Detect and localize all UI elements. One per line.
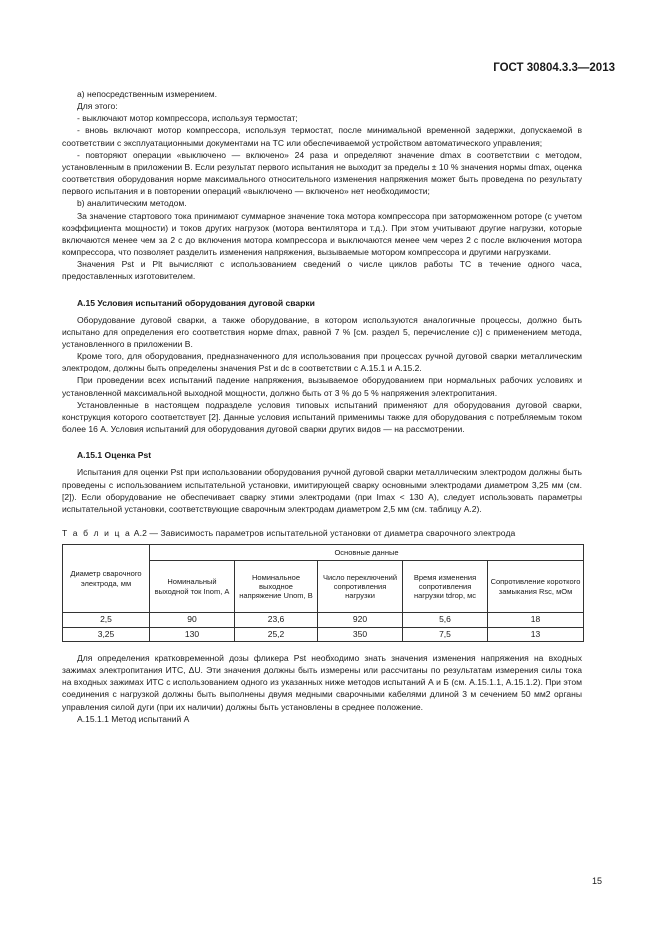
paragraph: Кроме того, для оборудования, предназначенного для использования при процессах ручной дуговой сварки металлическим электродом, должны быть определены значения Pst и dc в соответствии с А.15.1 и А.15.2. bbox=[62, 351, 582, 374]
page-number: 15 bbox=[591, 876, 602, 886]
table-cell: 23,6 bbox=[235, 613, 318, 627]
table-group-header: Основные данные bbox=[150, 545, 584, 561]
table-header-diameter: Диаметр сварочного электрода, мм bbox=[63, 545, 150, 613]
table-cell: 13 bbox=[488, 627, 584, 641]
section-heading-a151: А.15.1 Оценка Pst bbox=[77, 450, 152, 461]
paragraph: - вновь включают мотор компрессора, используя термостат, после минимальной временной задержки, допускаемой в соответствии с эксплуатационными документами на ТС или обеспечиваемой устройством автоматического управления; bbox=[62, 125, 582, 148]
table-cell: 5,6 bbox=[403, 613, 488, 627]
paragraph: - выключают мотор компрессора, используя термостат; bbox=[77, 113, 298, 124]
paragraph: b) аналитическим методом. bbox=[77, 198, 187, 209]
table-header-cell: Номинальный выходной ток Inom, А bbox=[150, 561, 235, 613]
paragraph: Испытания для оценки Pst при использовании оборудования ручной дуговой сварки металлическим электродом должны быть проведены с использованием испытательной установки, имитирующей сварку основными электродами диаметром 3,25 мм (см. [2]). Если оборудование не обеспечивает сварку этими электродами (при Imax < 130 А), следует использовать параметры испытательной установки, соответствующие сварочным электродам диаметром 2,5 мм (см. таблицу А.2). bbox=[62, 467, 582, 514]
table-cell: 25,2 bbox=[235, 627, 318, 641]
standard-header: ГОСТ 30804.3.3—2013 bbox=[493, 62, 615, 74]
table-caption-text: А.2 — Зависимость параметров испытательной установки от диаметра сварочного электрода bbox=[131, 528, 516, 538]
paragraph: Для этого: bbox=[77, 101, 118, 112]
paragraph: Установленные в настоящем подразделе условия типовых испытаний применяют для оборудования дуговой сварки, конструкция которого соответствует [2]. Данные условия испытаний применимы также для оборудования с потребляемым током более 16 А. Условия испытаний для оборудования дуговой сварки других видов — на рассмотрении. bbox=[62, 399, 582, 435]
table-row bbox=[63, 613, 584, 627]
table-header-cell: Число переключений сопротивления нагрузки bbox=[318, 561, 403, 613]
table-caption-label: Т а б л и ц а bbox=[62, 528, 132, 538]
table-cell: 350 bbox=[318, 627, 403, 641]
table-cell: 2,5 bbox=[63, 613, 150, 627]
paragraph: Значения Pst и Plt вычисляют с использованием сведений о числе циклов работы ТС в течение одного часа, предоставленных изготовителем. bbox=[62, 259, 582, 282]
paragraph: За значение стартового тока принимают суммарное значение тока мотора компрессора при заторможенном роторе (с учетом коэффициента мощности) и токов других нагрузок (мотора вентилятора и т.д.). При этом учитывают другие нагрузки, которые включаются менее чем за 2 с до включения мотора компрессора и выключаются менее чем через 2 с после включения мотора компрессора, что позволяет разделить изменения напряжения, вызываемые мотором компрессора и другими нагрузками. bbox=[62, 210, 582, 258]
table-cell: 90 bbox=[150, 613, 235, 627]
table-row bbox=[63, 627, 584, 641]
paragraph: При проведении всех испытаний падение напряжения, вызываемое оборудованием при нормальных рабочих условиях и установленной максимальной выходной мощности, должно быть от 3 % до 5 % напряжения электропитания. bbox=[62, 375, 582, 398]
paragraph: - повторяют операции «выключено — включено» 24 раза и определяют значение dmax в соответствии с методом, установленным в приложении В. Если результат первого испытания не выходит за пределы ± 10 % значения нормы dmax, оценка соответствия оборудования норме максимального относительного изменения напряжения может быть проведена по результату первого испытания и в повторении операций «выключено — включено» нет необходимости; bbox=[62, 149, 582, 197]
table-cell: 920 bbox=[318, 613, 403, 627]
table-header-cell: Номинальное выходное напряжение Unom, В bbox=[235, 561, 318, 613]
table-header-cell: Время изменения сопротивления нагрузки tdrop, мс bbox=[403, 561, 488, 613]
paragraph: Для определения кратковременной дозы фликера Pst необходимо знать значения изменения напряжения на входных зажимах электропитания ИТС, ΔU. Эти значения должны быть измерены или рассчитаны по результатам измерения силы тока на входных зажимах ИТС с использованием одного из указанных ниже методов испытаний А и Б (см. А.15.1.1, А.15.1.2). При этом соединения с нагрузкой должны быть выполнены двумя медными сварочными кабелями длиной 3 м сечением 50 мм2 органы управления силой дуги (при их наличии) должны быть установлены в среднее положение. bbox=[62, 652, 582, 712]
table-cell: 7,5 bbox=[403, 627, 488, 641]
electrode-parameters-table bbox=[62, 544, 584, 642]
table-caption bbox=[62, 527, 582, 539]
table-header-cell: Сопротивление короткого замыкания Rsc, мОм bbox=[488, 561, 584, 613]
table-cell: 3,25 bbox=[63, 627, 150, 641]
section-heading-a15: А.15 Условия испытаний оборудования дуговой сварки bbox=[77, 297, 315, 308]
table-cell: 130 bbox=[150, 627, 235, 641]
paragraph: Оборудование дуговой сварки, а также оборудование, в котором используются аналогичные процессы, должно быть испытано для определения его соответствия норме dmax, равной 7 % [см. раздел 5, перечисление с)] с применением метода, установленного в приложении В. bbox=[62, 314, 582, 349]
paragraph: а) непосредственным измерением. bbox=[77, 89, 217, 99]
page-body bbox=[62, 88, 582, 725]
paragraph: А.15.1.1 Метод испытаний А bbox=[77, 713, 190, 724]
table-cell: 18 bbox=[488, 613, 584, 627]
